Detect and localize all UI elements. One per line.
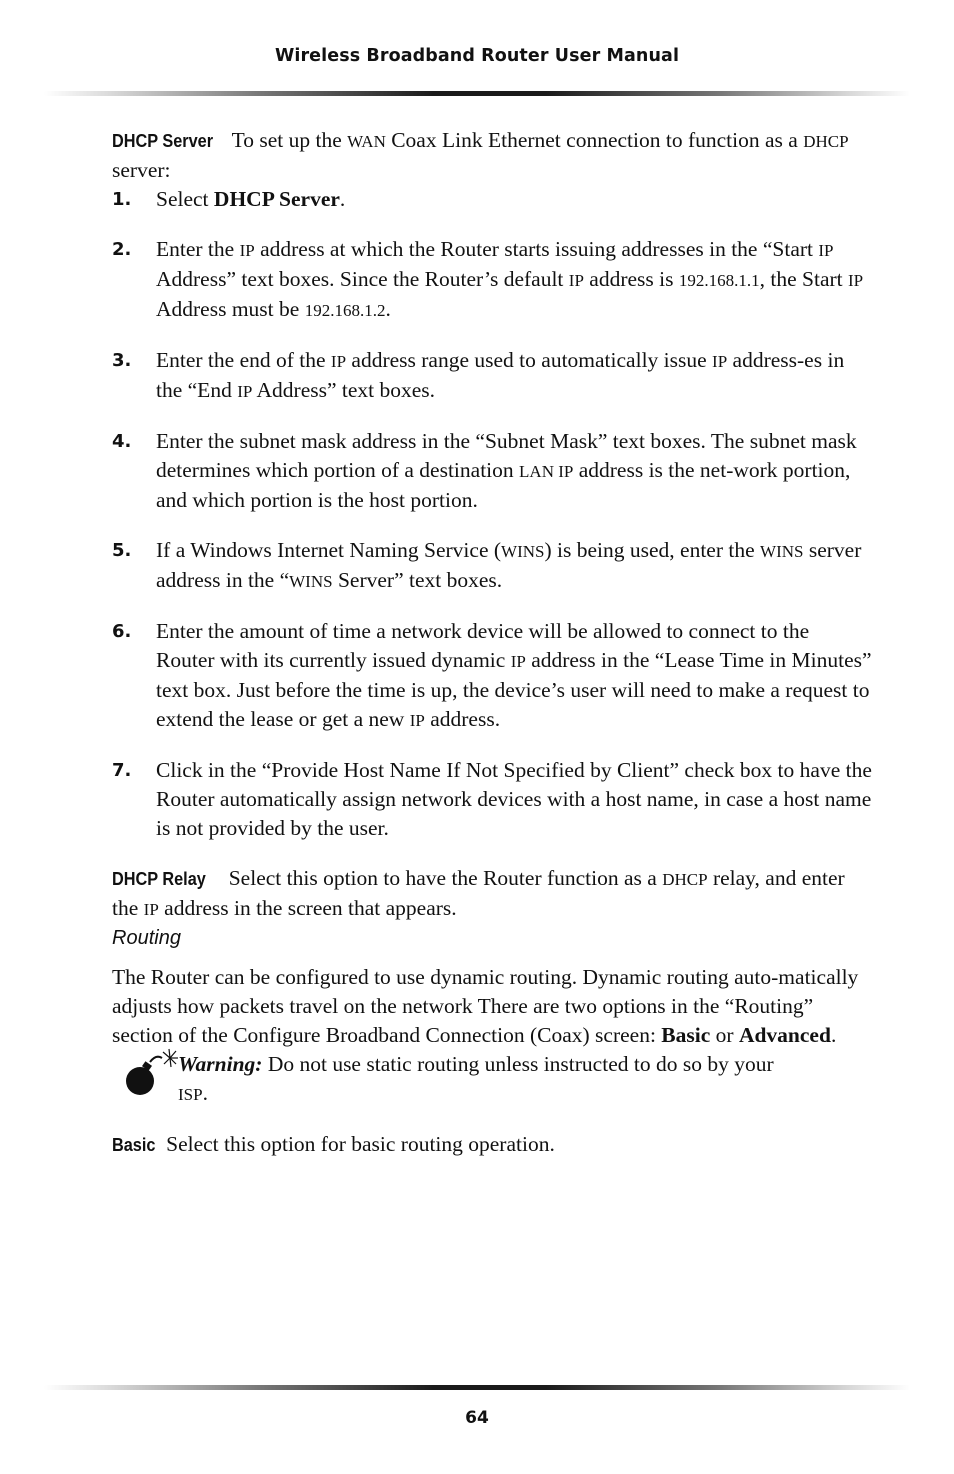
text-run: relay, and enter the [112,866,845,920]
routing-paragraph [112,963,872,1050]
text-run: address in the “Lease Time in Minutes” text box. Just before the time is up, the device’s user will need to make a request to extend the lease or get a new [156,648,872,731]
small-caps-run: WINS [501,542,545,561]
text-run: server: [112,158,171,182]
text-run: Enter the [156,237,240,261]
text-run: address is [583,267,679,291]
bold-run: Advanced [738,1023,831,1047]
text-run: Server” text boxes. [332,568,503,592]
step-number: 6. [112,621,132,642]
small-caps-run: IP [143,900,159,919]
step-number: 4. [112,431,132,452]
small-caps-run: IP [237,382,253,401]
text-run: server address in the “ [156,538,862,592]
text-run: address-es in the “End [156,348,845,402]
small-caps-run: ISP [178,1085,203,1104]
small-caps-run: WINS [760,542,804,561]
text-run: address at which the Router starts issuing addresses in the “Start [254,237,819,261]
header-divider [44,91,910,96]
text-run: Coax Link Ethernet connection to function as a [385,128,804,152]
text-run: Enter the amount of time a network device will be allowed to connect to the Router with its currently issued dynamic [156,619,810,672]
text-run: Enter the end of the [156,348,331,372]
small-caps-run: IP [239,241,255,260]
basic-term: Basic [112,1134,156,1155]
text-run: Click in the “Provide Host Name If Not Specified by Client” check box to have the Router automatically assign network devices with a host name, in case a host name is not provided by the user. [156,758,872,840]
text-run: or [710,1023,739,1047]
text-run: ) is being used, enter the [544,538,761,562]
step-item [112,536,872,596]
text-run: Address” text boxes. Since the Router’s default [156,267,569,291]
step-number: 2. [112,239,132,260]
bomb-icon [118,1048,182,1098]
step-item [112,185,872,214]
small-caps-run: DHCP [803,132,849,151]
step-item [112,756,872,843]
routing-heading: Routing [112,927,181,949]
text-run: . [339,187,346,211]
dhcp-steps-list [112,185,872,843]
small-caps-run: IP [510,652,526,671]
basic-paragraph [112,1130,872,1159]
small-caps-run: DHCP [662,870,708,889]
step-item [112,617,872,735]
step-item [112,346,872,406]
text-run: Select this option to have the Router function as a [228,866,663,890]
text-run: address is the net-work portion, and which portion is the host portion. [156,458,851,512]
text-run: address. [424,707,501,731]
small-caps-run: WAN [347,132,386,151]
small-caps-run: 192.168.1.1 [678,271,760,290]
step-number: 7. [112,760,132,781]
dhcp-relay-paragraph [112,864,872,924]
text-run: Do not use static routing unless instructed to do so by your [262,1052,774,1076]
small-caps-run: LAN IP [519,462,574,481]
page-content [112,126,872,1159]
bold-run: Basic [661,1023,711,1047]
text-run: address range used to automatically issue [346,348,713,372]
text-run: Select [156,187,214,211]
small-caps-run: WINS [289,572,333,591]
page-header-title: Wireless Broadband Router User Manual [274,46,680,66]
dhcp-server-paragraph [112,126,872,185]
small-caps-run: IP [330,352,347,371]
warning-note [112,1050,788,1109]
text-run: , the Start [759,267,848,291]
dhcp-server-term: DHCP Server [112,130,214,151]
text-run: To set up the [231,128,348,152]
text-run: Address” text boxes. [252,378,436,402]
dhcp-relay-term: DHCP Relay [112,868,206,889]
step-number: 5. [112,540,132,561]
bold-run: DHCP Server [213,187,340,211]
text-run: address in the screen that appears. [158,896,457,920]
step-item [112,235,872,325]
text-run: The Router can be configured to use dynamic routing. Dynamic routing auto-matically adjusts how packets travel on the network There are two options in the “Routing” section of the Configure Broadband Connection (Coax) screen: [112,965,859,1047]
small-caps-run: 192.168.1.2 [304,301,386,320]
text-run: If a Windows Internet Naming Service ( [156,538,502,562]
step-number: 3. [112,350,132,371]
small-caps-run: IP [409,711,425,730]
page-number: 64 [465,1408,489,1428]
text-run: . [385,297,391,321]
text-run: Address must be [156,297,305,321]
text-run: Select this option for basic routing operation. [166,1132,555,1156]
step-item [112,427,872,515]
footer-divider [44,1385,910,1390]
text-run: Enter the subnet mask address in the “Subnet Mask” text boxes. The subnet mask determines which portion of a destination [156,429,857,482]
small-caps-run: IP [818,241,834,260]
warning-label: Warning: [178,1052,263,1076]
text-run: . [830,1023,837,1047]
text-run: . [202,1081,208,1105]
step-number: 1. [112,189,132,210]
small-caps-run: IP [712,352,728,371]
small-caps-run: IP [848,271,864,290]
small-caps-run: IP [568,271,584,290]
